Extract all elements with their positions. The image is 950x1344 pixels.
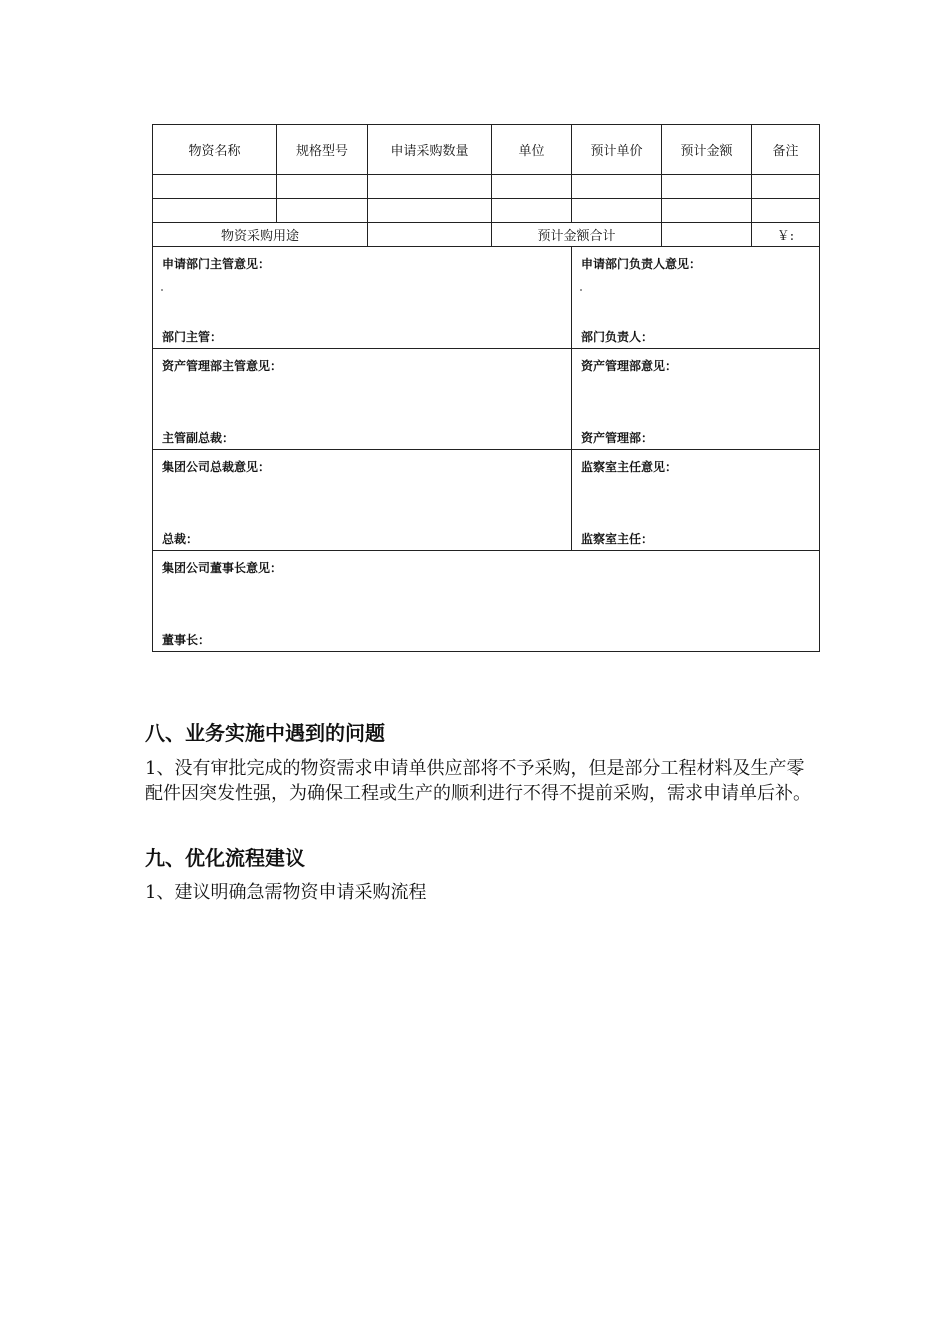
empty-cell[interactable] [492, 174, 572, 198]
form-header-row [153, 125, 820, 175]
purchase-request-form [152, 124, 820, 652]
opinion-label: 监察室主任意见： [581, 459, 678, 474]
opinion-cell[interactable] [572, 449, 820, 550]
opinion-row [153, 550, 820, 651]
section-8-paragraph: 1、没有审批完成的物资需求申请单供应部将不予采购，但是部分工程材料及生产零配件因突发性强，为确保工程或生产的顺利进行不得不提前采购，需求申请单后补。 [145, 758, 811, 804]
table-row [153, 174, 820, 198]
empty-cell[interactable] [368, 174, 492, 198]
opinion-cell[interactable] [153, 348, 572, 449]
dot-mark [161, 289, 163, 291]
opinion-cell[interactable] [153, 449, 572, 550]
header-item-name: 物资名称 [153, 125, 277, 175]
opinion-label: 集团公司总裁意见： [162, 459, 271, 474]
empty-cell[interactable] [662, 198, 752, 222]
section-8-heading: 八、业务实施中遇到的问题 [145, 721, 385, 745]
opinion-cell[interactable] [572, 348, 820, 449]
opinion-label: 资产管理部意见： [581, 358, 678, 373]
empty-cell[interactable] [572, 198, 662, 222]
empty-cell[interactable] [572, 174, 662, 198]
signature-label: 监察室主任： [581, 531, 654, 546]
opinion-row [153, 247, 820, 348]
purpose-value[interactable] [368, 223, 492, 247]
empty-cell[interactable] [368, 198, 492, 222]
opinion-row [153, 348, 820, 449]
dot-mark [580, 289, 582, 291]
signature-label: 总裁： [162, 531, 199, 546]
opinion-label: 申请部门主管意见： [162, 257, 271, 272]
section-9-heading: 九、优化流程建议 [145, 846, 305, 870]
opinion-row [153, 449, 820, 550]
header-amount: 预计金额 [662, 125, 752, 175]
purpose-label: 物资采购用途 [153, 223, 368, 247]
empty-cell[interactable] [752, 174, 820, 198]
empty-cell[interactable] [153, 198, 277, 222]
empty-cell[interactable] [492, 198, 572, 222]
opinion-label: 申请部门负责人意见： [581, 257, 702, 272]
signature-label: 部门负责人： [581, 329, 654, 344]
signature-label: 主管副总裁： [162, 430, 235, 445]
section-9-paragraph: 1、建议明确急需物资申请采购流程 [145, 882, 427, 903]
header-remarks: 备注 [752, 125, 820, 175]
header-unit: 单位 [492, 125, 572, 175]
empty-cell[interactable] [277, 198, 368, 222]
empty-cell[interactable] [277, 174, 368, 198]
currency-cell: ￥: [752, 223, 820, 247]
signature-label: 资产管理部： [581, 430, 654, 445]
header-quantity: 申请采购数量 [368, 125, 492, 175]
total-label: 预计金额合计 [492, 223, 662, 247]
opinion-label: 资产管理部主管意见： [162, 358, 283, 373]
table-row [153, 198, 820, 222]
empty-cell[interactable] [153, 174, 277, 198]
signature-label: 部门主管： [162, 329, 223, 344]
opinion-label: 集团公司董事长意见： [162, 560, 283, 575]
opinion-cell[interactable] [572, 247, 820, 348]
empty-cell[interactable] [752, 198, 820, 222]
signature-label: 董事长： [162, 633, 211, 647]
summary-row [153, 223, 820, 247]
opinion-cell[interactable] [153, 247, 572, 348]
opinion-cell[interactable] [153, 550, 820, 651]
header-spec: 规格型号 [277, 125, 368, 175]
total-value[interactable] [662, 223, 752, 247]
header-unit-price: 预计单价 [572, 125, 662, 175]
empty-cell[interactable] [662, 174, 752, 198]
